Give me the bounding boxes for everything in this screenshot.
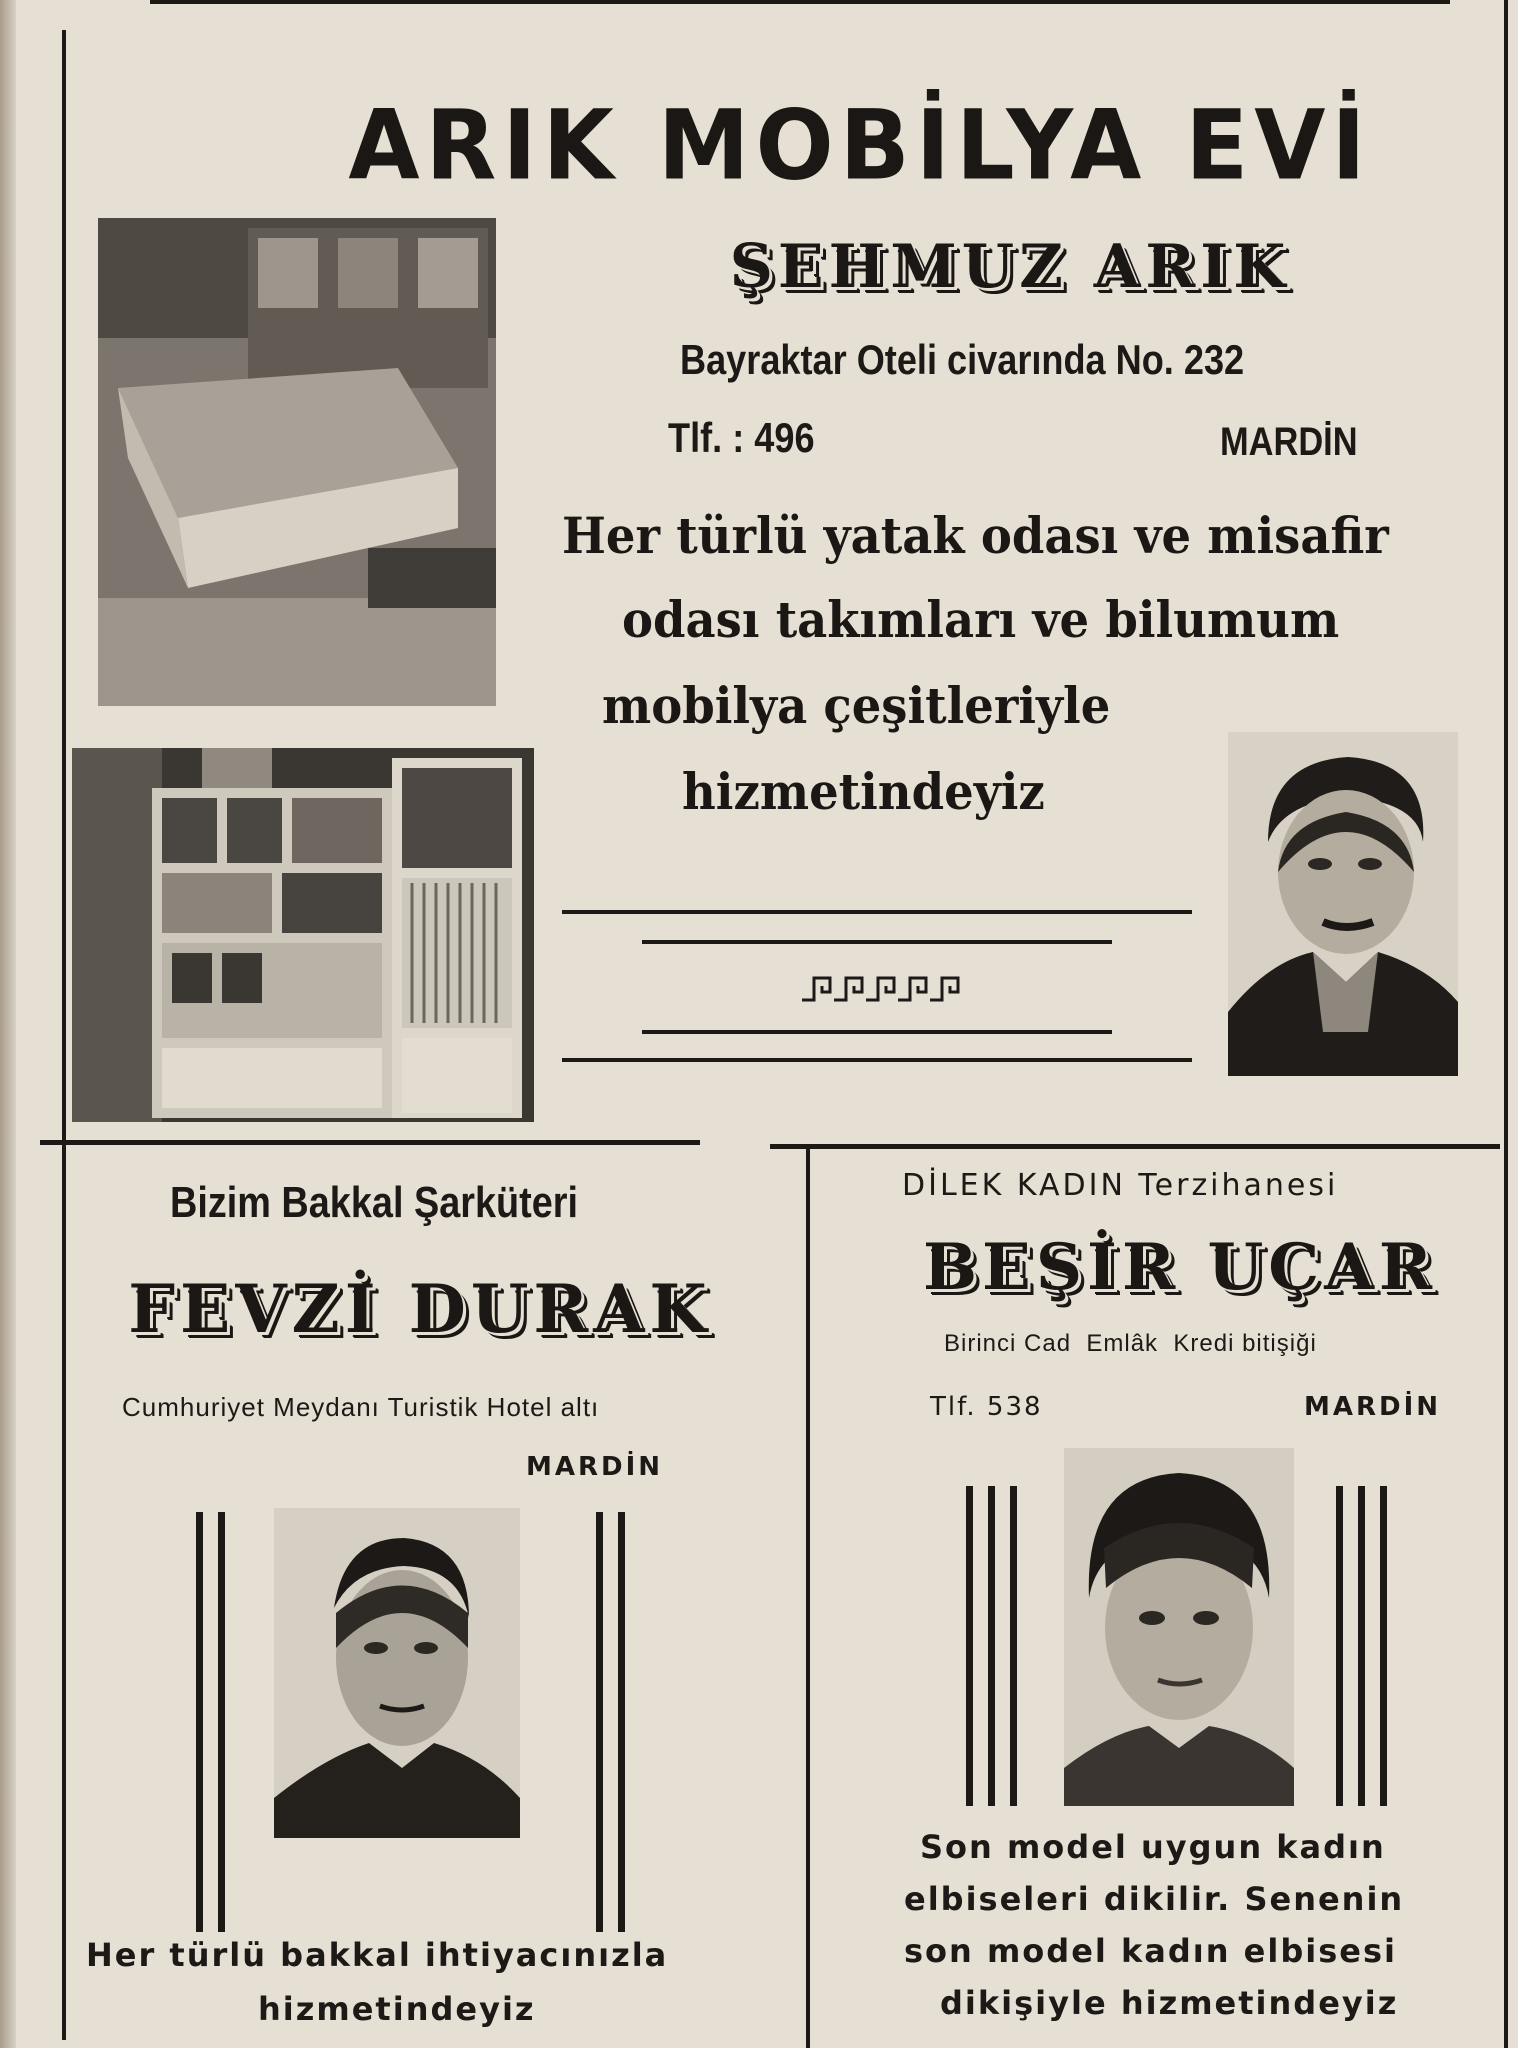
tagline-line-3: mobilya çeşitleriyle bbox=[602, 676, 1111, 735]
owner-portrait bbox=[1228, 732, 1458, 1076]
greek-key-ornament bbox=[800, 972, 960, 1004]
right-decorative-bars bbox=[1336, 1486, 1392, 1806]
right-city: MARDİN bbox=[1304, 1392, 1442, 1422]
divider-line bbox=[642, 940, 1112, 944]
paper-edge bbox=[0, 0, 16, 2048]
wall-unit-photo bbox=[72, 748, 534, 1122]
column-divider bbox=[806, 1146, 810, 2048]
phone: Tlf. : 496 bbox=[668, 414, 815, 461]
divider-line bbox=[562, 910, 1192, 914]
right-owner-name: BEŞİR UÇAR bbox=[922, 1230, 1438, 1305]
tailor-portrait bbox=[1064, 1448, 1294, 1806]
right-tagline-line-2: elbiseleri dikilir. Senenin bbox=[904, 1880, 1405, 1918]
left-address: Cumhuriyet Meydanı Turistik Hotel altı bbox=[122, 1392, 600, 1422]
left-decorative-bars bbox=[596, 1512, 626, 1932]
bedroom-photo bbox=[98, 218, 496, 706]
right-address: Birinci Cad Emlâk Kredi bitişiği bbox=[944, 1330, 1317, 1357]
divider-line bbox=[642, 1030, 1112, 1034]
tagline-line-2: odası takımları ve bilumum bbox=[622, 590, 1340, 649]
business-name: ARIK MOBİLYA EVİ bbox=[348, 89, 1372, 202]
left-city: MARDİN bbox=[526, 1452, 664, 1482]
section-divider bbox=[40, 1140, 700, 1145]
section-divider bbox=[770, 1144, 1500, 1149]
tagline-line-1: Her türlü yatak odası ve misafir bbox=[562, 506, 1389, 565]
left-decorative-bars bbox=[196, 1512, 226, 1932]
address: Bayraktar Oteli civarında No. 232 bbox=[680, 336, 1245, 383]
right-heading: DİLEK KADIN Terzihanesi bbox=[902, 1168, 1339, 1203]
grocer-portrait bbox=[274, 1508, 520, 1838]
right-tagline-line-1: Son model uygun kadın bbox=[920, 1828, 1386, 1866]
right-border bbox=[1504, 0, 1508, 2048]
divider-line bbox=[562, 1058, 1192, 1062]
left-owner-name: FEVZİ DURAK bbox=[128, 1270, 712, 1348]
right-phone: Tlf. 538 bbox=[930, 1392, 1043, 1422]
right-tagline-line-4: dikişiyle hizmetindeyiz bbox=[940, 1984, 1399, 2022]
tagline-line-4: hizmetindeyiz bbox=[682, 762, 1045, 821]
right-tagline-line-3: son model kadın elbisesi bbox=[904, 1932, 1397, 1970]
city: MARDİN bbox=[1220, 420, 1358, 464]
owner-name: ŞEHMUZ ARIK bbox=[729, 232, 1291, 302]
left-tagline-line-1: Her türlü bakkal ihtiyacınızla bbox=[86, 1936, 669, 1974]
top-border bbox=[150, 0, 1450, 4]
left-heading: Bizim Bakkal Şarküteri bbox=[170, 1178, 579, 1227]
left-border bbox=[62, 30, 66, 2040]
left-tagline-line-2: hizmetindeyiz bbox=[258, 1990, 536, 2028]
right-decorative-bars bbox=[966, 1486, 1022, 1806]
